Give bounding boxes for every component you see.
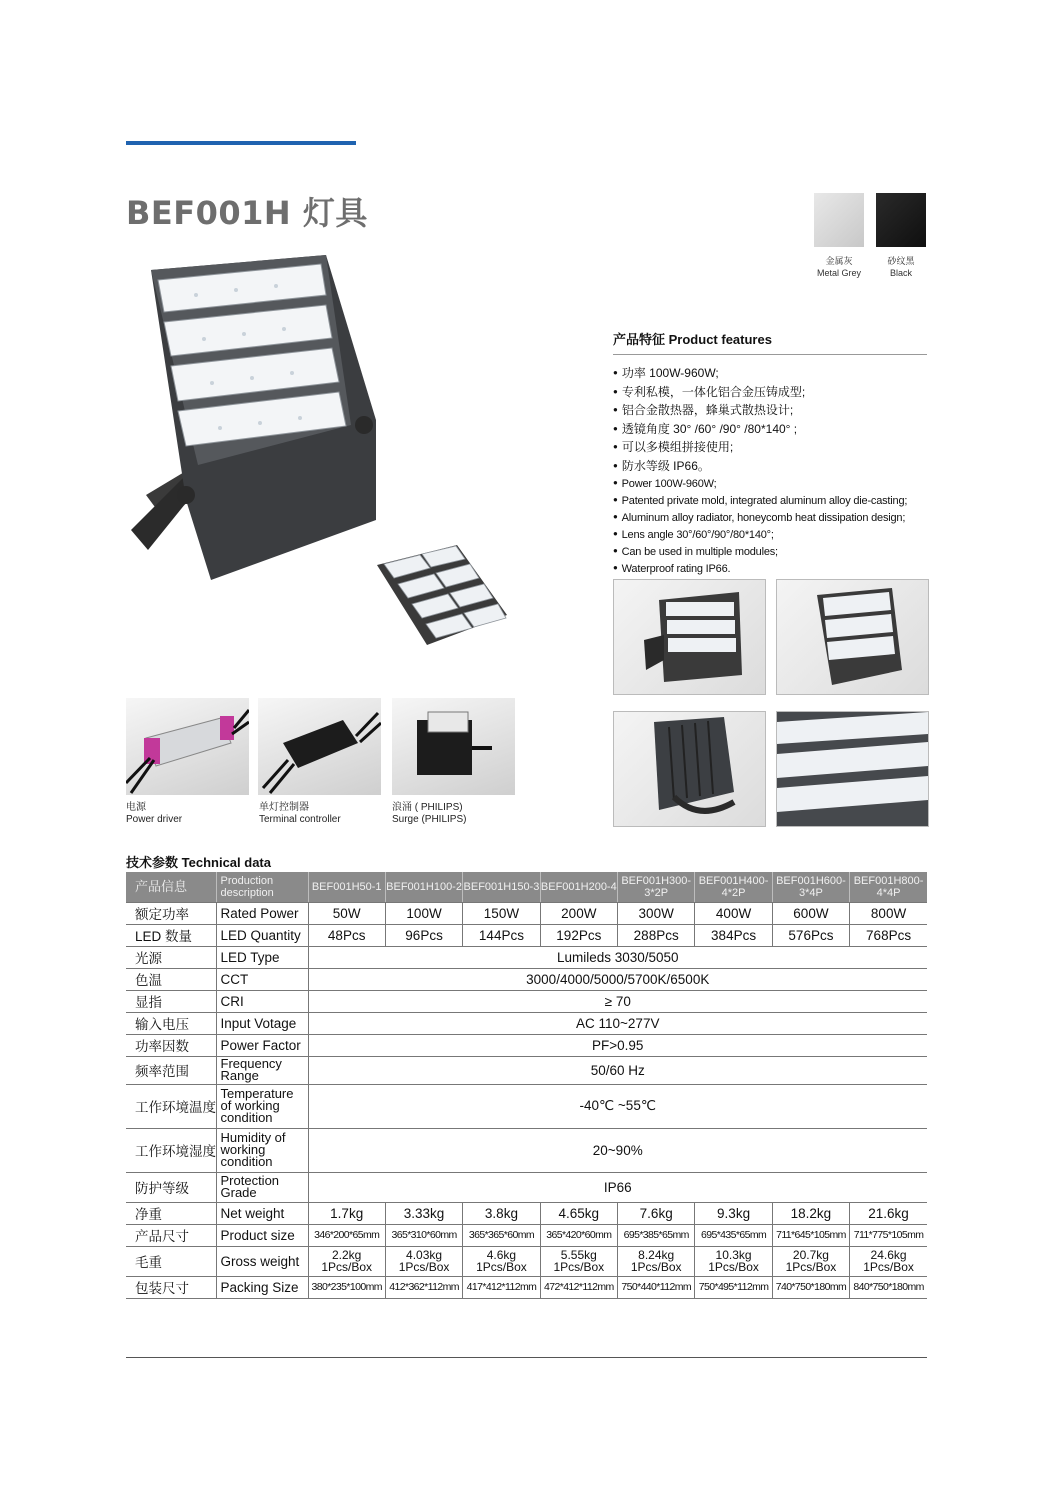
row-value: 768Pcs <box>850 924 927 946</box>
row-value: 695*435*65mm <box>695 1224 772 1246</box>
row-value: 346*200*65mm <box>308 1224 385 1246</box>
feature-item-en: ● Power 100W-960W; <box>613 475 907 492</box>
row-label-en: Packing Size <box>216 1276 308 1298</box>
table-row <box>126 1246 927 1276</box>
product-features-title-en: Product features <box>668 332 772 347</box>
table-row <box>126 1202 927 1224</box>
row-value: 100W <box>385 902 462 924</box>
row-label-en: Power Factor <box>216 1034 308 1056</box>
row-value: 2.2kg 1Pcs/Box <box>308 1246 385 1276</box>
product-features-title <box>613 329 772 348</box>
row-value-span: -40℃ ~55℃ <box>308 1084 927 1128</box>
table-row <box>126 1172 927 1202</box>
row-label-en: Protection Grade <box>216 1172 308 1202</box>
table-header-cn: 产品信息 <box>126 872 216 902</box>
row-value: 5.55kg 1Pcs/Box <box>540 1246 617 1276</box>
table-header-model: BEF001H150-3 <box>463 872 540 902</box>
row-label-cn: LED 数量 <box>126 924 216 946</box>
table-row <box>126 1012 927 1034</box>
row-value: 9.3kg <box>695 1202 772 1224</box>
technical-data-table <box>126 872 927 1299</box>
row-label-en: Gross weight <box>216 1246 308 1276</box>
row-value: 380*235*100mm <box>308 1276 385 1298</box>
table-row <box>126 902 927 924</box>
row-value: 365*310*60mm <box>385 1224 462 1246</box>
row-label-cn: 输入电压 <box>126 1012 216 1034</box>
multi-module-product-image <box>372 540 512 652</box>
row-label-en: CRI <box>216 990 308 1012</box>
feature-item-cn: ● 铝合金散热器，蜂巢式散热设计; <box>613 401 907 420</box>
row-value: 300W <box>618 902 695 924</box>
swatch-metal-grey <box>814 193 864 247</box>
row-label-en: LED Type <box>216 946 308 968</box>
feature-item-en: ● Can be used in multiple modules; <box>613 543 907 560</box>
row-value-span: ≥ 70 <box>308 990 927 1012</box>
row-label-en: Humidity of working condition <box>216 1128 308 1172</box>
row-label-cn: 色温 <box>126 968 216 990</box>
row-label-cn: 净重 <box>126 1202 216 1224</box>
row-label-en: Net weight <box>216 1202 308 1224</box>
table-row <box>126 1224 927 1246</box>
accessory-label-surge: 浪涌 ( PHILIPS) Surge (PHILIPS) <box>392 802 467 825</box>
feature-item-cn: ● 透镜角度 30° /60° /90° /80*140° ; <box>613 420 907 439</box>
row-value: 576Pcs <box>772 924 849 946</box>
feature-item-cn: ● 防水等级 IP66。 <box>613 457 907 476</box>
row-label-cn: 防护等级 <box>126 1172 216 1202</box>
row-value: 400W <box>695 902 772 924</box>
row-value: 695*385*65mm <box>618 1224 695 1246</box>
row-label-cn: 光源 <box>126 946 216 968</box>
swatch-label-en: Black <box>889 268 912 278</box>
table-header-row <box>126 872 927 902</box>
row-value: 192Pcs <box>540 924 617 946</box>
table-header-model: BEF001H300-3*2P <box>618 872 695 902</box>
row-value: 600W <box>772 902 849 924</box>
product-photo-closeup <box>776 711 929 827</box>
accessory-power-driver-image <box>126 698 249 795</box>
table-row <box>126 1084 927 1128</box>
row-value: 48Pcs <box>308 924 385 946</box>
row-label-cn: 毛重 <box>126 1246 216 1276</box>
row-value: 840*750*180mm <box>850 1276 927 1298</box>
row-value: 384Pcs <box>695 924 772 946</box>
row-value: 10.3kg 1Pcs/Box <box>695 1246 772 1276</box>
product-features-list <box>613 364 907 577</box>
row-value: 4.65kg <box>540 1202 617 1224</box>
row-value: 800W <box>850 902 927 924</box>
row-label-en: LED Quantity <box>216 924 308 946</box>
product-photo-front <box>613 579 766 695</box>
feature-item-cn: ● 可以多模组拼接使用; <box>613 438 907 457</box>
main-product-image <box>126 250 386 590</box>
swatch-label-metal-grey <box>804 255 874 279</box>
row-label-en: Product size <box>216 1224 308 1246</box>
row-label-cn: 频率范围 <box>126 1056 216 1084</box>
feature-item-en: ● Aluminum alloy radiator, honeycomb heat dissipation design; <box>613 509 907 526</box>
row-value-span: PF>0.95 <box>308 1034 927 1056</box>
table-row <box>126 1128 927 1172</box>
feature-item-cn: ● 专利私模，一体化铝合金压铸成型; <box>613 383 907 402</box>
row-value: 365*420*60mm <box>540 1224 617 1246</box>
row-label-cn: 工作环境湿度 <box>126 1128 216 1172</box>
row-label-cn: 功率因数 <box>126 1034 216 1056</box>
page-title: BEF001H 灯具 <box>126 194 368 232</box>
row-value: 750*495*112mm <box>695 1276 772 1298</box>
row-value: 1.7kg <box>308 1202 385 1224</box>
feature-item-en: ● Waterproof rating IP66. <box>613 560 907 577</box>
swatch-black <box>876 193 926 247</box>
swatch-label-en: Metal Grey <box>816 268 861 278</box>
table-row <box>126 946 927 968</box>
row-value: 3.33kg <box>385 1202 462 1224</box>
row-value-span: 3000/4000/5000/5700K/6500K <box>308 968 927 990</box>
row-value: 711*775*105mm <box>850 1224 927 1246</box>
row-value: 365*365*60mm <box>463 1224 540 1246</box>
row-value: 50W <box>308 902 385 924</box>
row-value: 24.6kg 1Pcs/Box <box>850 1246 927 1276</box>
accessory-surge-image <box>392 698 515 795</box>
row-value: 4.6kg 1Pcs/Box <box>463 1246 540 1276</box>
accessory-terminal-controller-image <box>258 698 381 795</box>
table-row <box>126 1056 927 1084</box>
footer-rule <box>126 1357 927 1358</box>
header-accent-rule <box>126 141 356 145</box>
row-value: 4.03kg 1Pcs/Box <box>385 1246 462 1276</box>
row-label-en: Frequency Range <box>216 1056 308 1084</box>
row-value-span: AC 110~277V <box>308 1012 927 1034</box>
row-value: 21.6kg <box>850 1202 927 1224</box>
row-label-en: Temperature of working condition <box>216 1084 308 1128</box>
row-label-cn: 显指 <box>126 990 216 1012</box>
table-header-model: BEF001H100-2 <box>385 872 462 902</box>
product-photo-back <box>613 711 766 827</box>
row-label-en: Input Votage <box>216 1012 308 1034</box>
row-value: 200W <box>540 902 617 924</box>
table-header-model: BEF001H200-4 <box>540 872 617 902</box>
swatch-label-cn: 砂纹黑 <box>887 256 915 266</box>
row-value: 18.2kg <box>772 1202 849 1224</box>
row-value-span: Lumileds 3030/5050 <box>308 946 927 968</box>
row-value: 711*645*105mm <box>772 1224 849 1246</box>
table-row <box>126 924 927 946</box>
row-value: 750*440*112mm <box>618 1276 695 1298</box>
feature-item-cn: ● 功率 100W-960W; <box>613 364 907 383</box>
row-value: 412*362*112mm <box>385 1276 462 1298</box>
accessory-label-power-driver: 电源 Power driver <box>126 802 183 825</box>
row-value-span: 20~90% <box>308 1128 927 1172</box>
row-value: 7.6kg <box>618 1202 695 1224</box>
row-value: 8.24kg 1Pcs/Box <box>618 1246 695 1276</box>
table-header-en: Production description <box>216 872 308 902</box>
feature-item-en: ● Patented private mold, integrated aluminum alloy die-casting; <box>613 492 907 509</box>
swatch-label-black <box>866 255 936 279</box>
row-label-en: CCT <box>216 968 308 990</box>
row-value-span: 50/60 Hz <box>308 1056 927 1084</box>
row-label-cn: 工作环境温度 <box>126 1084 216 1128</box>
row-value: 150W <box>463 902 540 924</box>
row-label-cn: 额定功率 <box>126 902 216 924</box>
row-value: 740*750*180mm <box>772 1276 849 1298</box>
row-label-cn: 产品尺寸 <box>126 1224 216 1246</box>
table-header-model: BEF001H400-4*2P <box>695 872 772 902</box>
table-header-model: BEF001H50-1 <box>308 872 385 902</box>
row-value: 20.7kg 1Pcs/Box <box>772 1246 849 1276</box>
table-row <box>126 1276 927 1298</box>
table-header-model: BEF001H600-3*4P <box>772 872 849 902</box>
row-value: 3.8kg <box>463 1202 540 1224</box>
row-value: 96Pcs <box>385 924 462 946</box>
accessory-label-terminal-controller: 单灯控制器 Terminal controller <box>259 802 341 825</box>
row-value: 144Pcs <box>463 924 540 946</box>
row-label-en: Rated Power <box>216 902 308 924</box>
row-label-cn: 包装尺寸 <box>126 1276 216 1298</box>
product-features-rule <box>613 354 927 355</box>
product-photo-angle <box>776 579 929 695</box>
product-features-title-cn: 产品特征 <box>613 332 666 347</box>
table-row <box>126 968 927 990</box>
row-value: 472*412*112mm <box>540 1276 617 1298</box>
table-header-model: BEF001H800-4*4P <box>850 872 927 902</box>
technical-data-title: 技术参数 Technical data <box>126 855 271 870</box>
table-row <box>126 1034 927 1056</box>
row-value-span: IP66 <box>308 1172 927 1202</box>
swatch-label-cn: 金属灰 <box>825 256 853 266</box>
table-row <box>126 990 927 1012</box>
feature-item-en: ● Lens angle 30°/60°/90°/80*140°; <box>613 526 907 543</box>
row-value: 417*412*112mm <box>463 1276 540 1298</box>
row-value: 288Pcs <box>618 924 695 946</box>
